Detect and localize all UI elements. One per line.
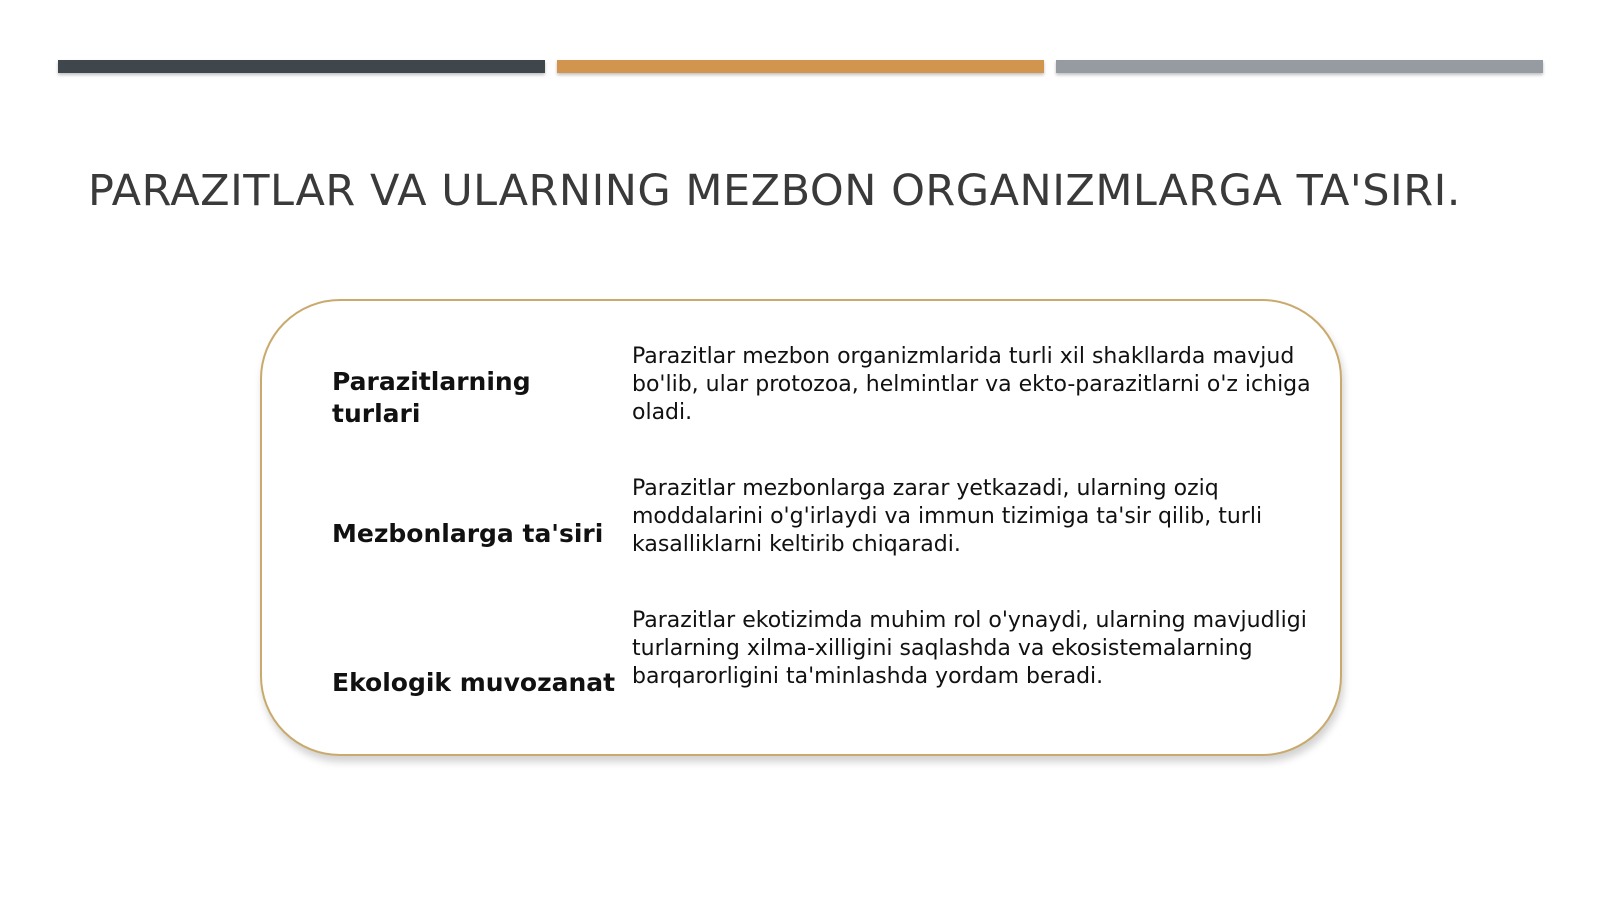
accent-bar-orange [557, 60, 1044, 73]
slide-title: PARAZITLAR VA ULARNING MEZBON ORGANIZMLARGA TA'SIRI. [88, 166, 1461, 216]
row-label-parasite-types: Parazitlarning turlari [332, 367, 531, 428]
row-label-ecological-balance: Ekologik muvozanat [332, 668, 616, 697]
row-label-host-effects: Mezbonlarga ta'siri [332, 519, 604, 548]
row-description-ecological-balance: Parazitlar ekotizimda muhim rol o'ynaydi, ularning mavjudligi turlarning xilma-xilligini saqlashda va ekosistemalarning barqarorligini ta'minlashda yordam beradi. [632, 608, 1307, 689]
row-description-parasite-types: Parazitlar mezbon organizmlarida turli xil shakllarda mavjud bo'lib, ular protozoa, helmintlar va ekto-parazitlarni o'z ichiga oladi. [632, 344, 1311, 425]
accent-bar-gray [1056, 60, 1543, 73]
row-description-host-effects: Parazitlar mezbonlarga zarar yetkazadi, ularning oziq moddalarini o'g'irlaydi va immun tizimiga ta'sir qilib, turli kasalliklarni keltirib chiqaradi. [632, 476, 1263, 557]
accent-bar-dark [58, 60, 545, 73]
